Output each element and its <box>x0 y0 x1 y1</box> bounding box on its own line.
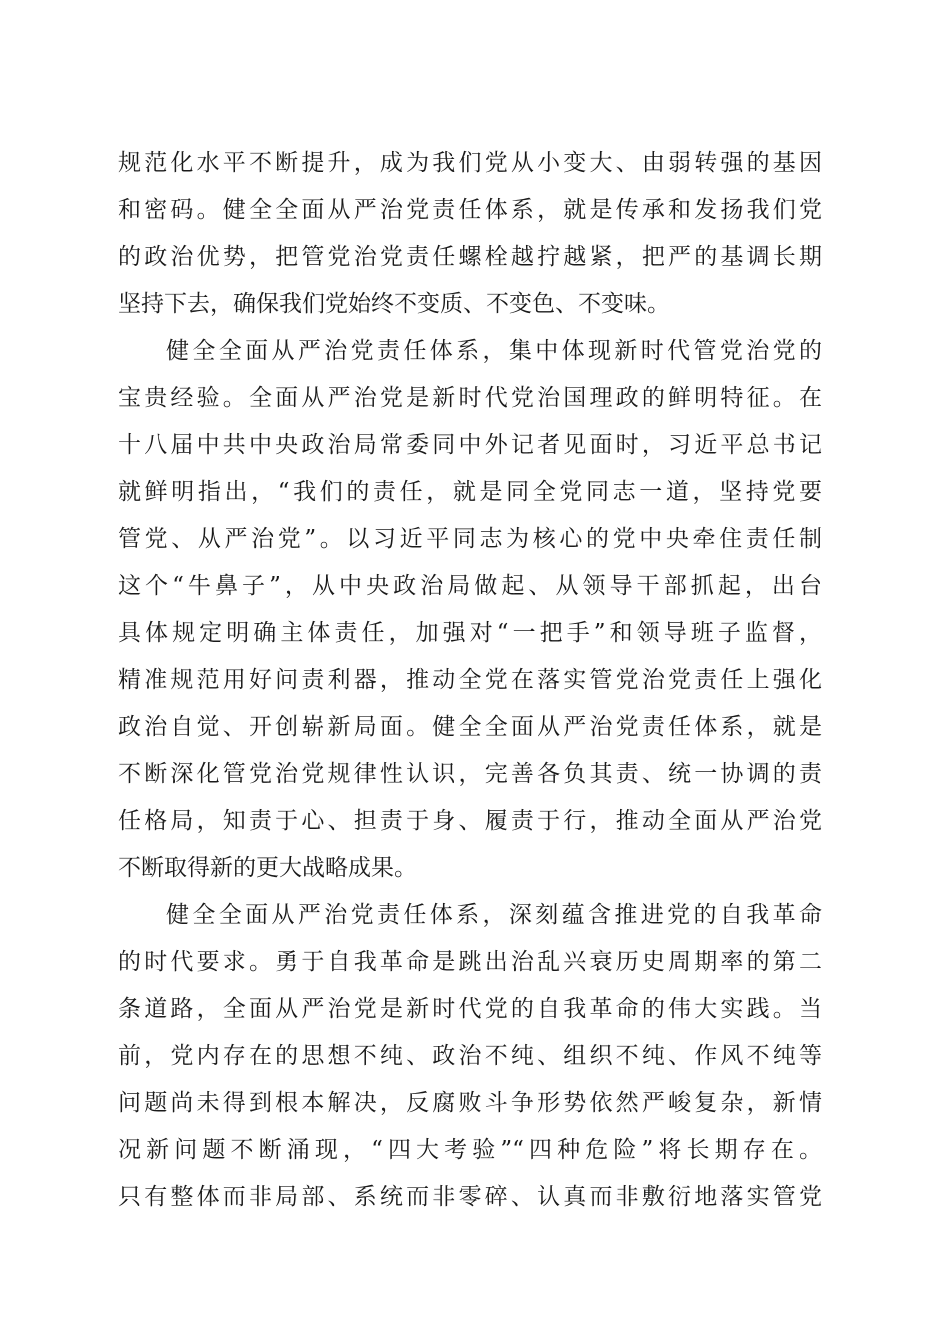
text-line: 前，党内存在的思想不纯、政治不纯、组织不纯、作风不纯等 <box>118 1043 822 1069</box>
text-line: 规范化水平不断提升，成为我们党从小变大、由弱转强的基因 <box>118 150 822 176</box>
text-line: 政治自觉、开创崭新局面。健全全面从严治党责任体系，就是 <box>118 714 822 740</box>
text-line: 这个“牛鼻子”，从中央政治局做起、从领导干部抓起，出台 <box>118 573 822 599</box>
text-line: 不断深化管党治党规律性认识，完善各负其责、统一协调的责 <box>118 761 822 787</box>
text-line: 就鲜明指出，“我们的责任，就是同全党同志一道，坚持党要 <box>118 479 822 505</box>
text-line: 不断取得新的更大战略成果。 <box>118 855 417 881</box>
text-line: 任格局，知责于心、担责于身、履责于行，推动全面从严治党 <box>118 808 822 834</box>
document-body <box>118 140 822 1221</box>
text-line: 健全全面从严治党责任体系，集中体现新时代管党治党的 <box>166 338 822 364</box>
text-line: 健全全面从严治党责任体系，深刻蕴含推进党的自我革命 <box>166 902 822 928</box>
text-line: 管党、从严治党”。以习近平同志为核心的党中央牵住责任制 <box>118 526 822 552</box>
text-line: 和密码。健全全面从严治党责任体系，就是传承和发扬我们党 <box>118 197 822 223</box>
text-line: 的政治优势，把管党治党责任螺栓越拧越紧，把严的基调长期 <box>118 244 822 270</box>
text-line: 问题尚未得到根本解决，反腐败斗争形势依然严峻复杂，新情 <box>118 1090 822 1116</box>
text-line: 具体规定明确主体责任，加强对“一把手”和领导班子监督， <box>118 620 822 646</box>
text-line: 十八届中共中央政治局常委同中外记者见面时，习近平总书记 <box>118 432 822 458</box>
text-line: 况新问题不断涌现，“四大考验”“四种危险”将长期存在。 <box>118 1137 822 1163</box>
text-line: 宝贵经验。全面从严治党是新时代党治国理政的鲜明特征。在 <box>118 385 822 411</box>
text-line: 条道路，全面从严治党是新时代党的自我革命的伟大实践。当 <box>118 996 822 1022</box>
text-line: 坚持下去，确保我们党始终不变质、不变色、不变味。 <box>118 291 670 317</box>
text-line: 只有整体而非局部、系统而非零碎、认真而非敷衍地落实管党 <box>118 1184 822 1210</box>
text-line: 的时代要求。勇于自我革命是跳出治乱兴衰历史周期率的第二 <box>118 949 822 975</box>
text-line: 精准规范用好问责利器，推动全党在落实管党治党责任上强化 <box>118 667 822 693</box>
